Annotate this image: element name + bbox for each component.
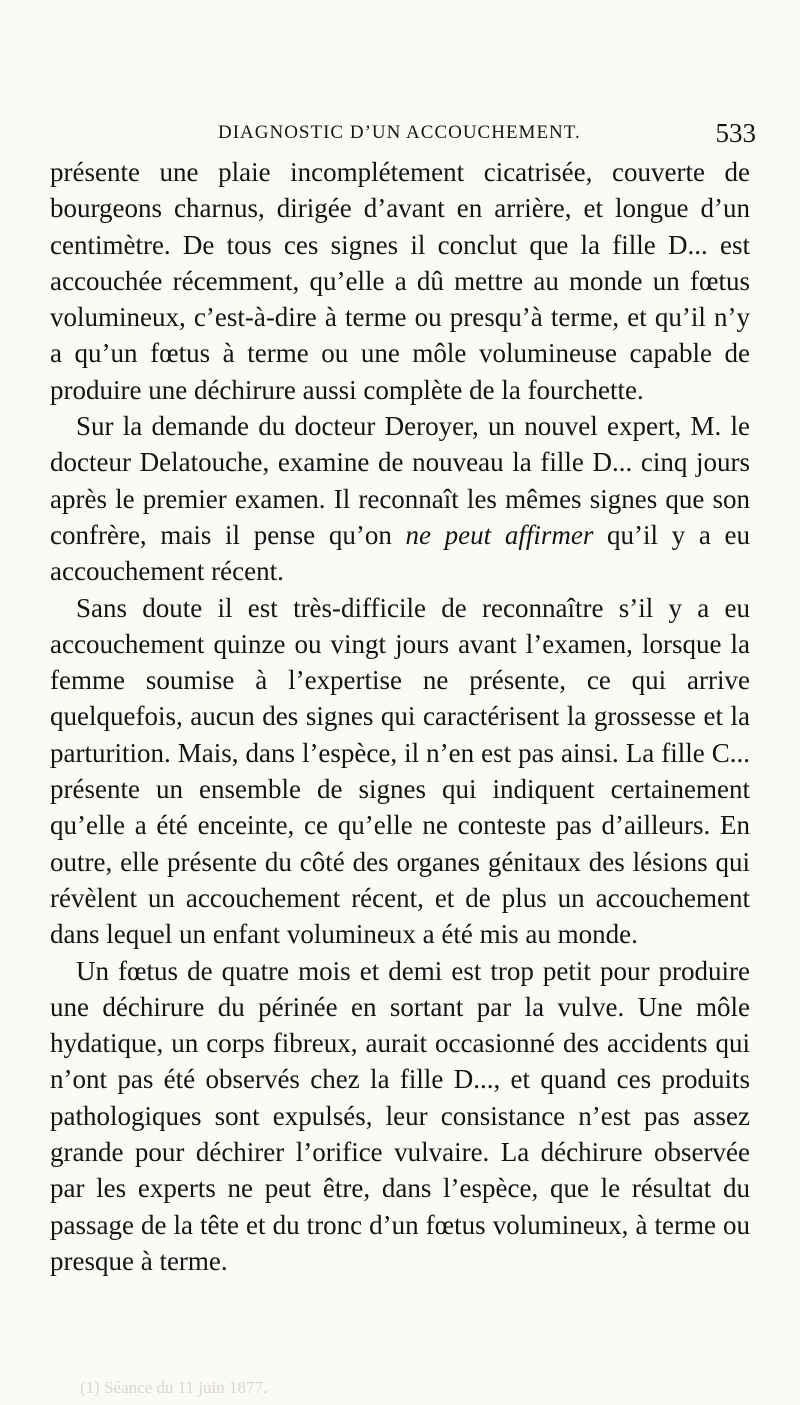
- text-segment: Un fœtus de quatre mois et demi est trop petit pour produire une déchirure du périnée en sortant par la vulve. Une môle hydatique, un corps fibreux, aurait occasionné des accidents qui n’ont pas été observés chez la fille D..., et quand ces produits pathologiques sont expulsés, leur consistance n’est pas assez grande pour déchirer l’orifice vulvaire. La déchirure observée par les experts ne peut être, dans l’espèce, que le résultat du passage de la tête et du tronc d’un fœtus volumineux, à terme ou presque à terme.: [50, 955, 750, 1276]
- page-number: 533: [715, 118, 756, 148]
- body-text: [50, 154, 750, 1279]
- paragraph: [50, 590, 750, 953]
- text-segment: qu’il y a eu accouchement récent.: [50, 519, 750, 587]
- text-segment: Sur la demande du docteur Deroyer, un nouvel expert, M. le docteur Delatouche, examine de nouveau la fille D... cinq jours après le premier examen. Il reconnaît les mêmes signes que son confrère, mais il pense qu’on: [50, 411, 750, 550]
- paragraph: [50, 953, 750, 1280]
- text-segment: Sans doute il est très-difficile de reconnaître s’il y a eu accouchement quinze ou vingt jours avant l’examen, lorsque la femme soumise à l’expertise ne présente, ce qui arrive quelquefois, aucun des signes qui caractérisent la grossesse et la parturition. Mais, dans l’espèce, il n’en est pas ainsi. La fille C... présente un ensemble de signes qui indiquent certainement qu’elle a été enceinte, ce qu’elle ne conteste pas d’ailleurs. En outre, elle présente du côté des organes génitaux des lésions qui révèlent un accouchement récent, et de plus un accouchement dans lequel un enfant volumineux a été mis au monde.: [50, 592, 750, 950]
- italic-text: ne peut affirmer: [405, 519, 594, 550]
- paragraph: [50, 154, 750, 408]
- paragraph: [50, 408, 750, 589]
- running-head: DIAGNOSTIC D’UN ACCOUCHEMENT.: [218, 122, 581, 143]
- bleed-through-text: (1) Séance du 11 juin 1877.: [80, 1378, 268, 1397]
- text-segment: présente une plaie incomplétement cicatrisée, couverte de bourgeons charnus, dirigée d’avant en arrière, et longue d’un centimètre. De tous ces signes il conclut que la fille D... est accouchée récemment, qu’elle a dû mettre au monde un fœtus volumineux, c’est-à-dire à terme ou presqu’à terme, et qu’il n’y a qu’un fœtus à terme ou une môle volumineuse capable de produire une déchirure aussi complète de la fourchette.: [50, 157, 750, 405]
- page-header: [50, 118, 756, 152]
